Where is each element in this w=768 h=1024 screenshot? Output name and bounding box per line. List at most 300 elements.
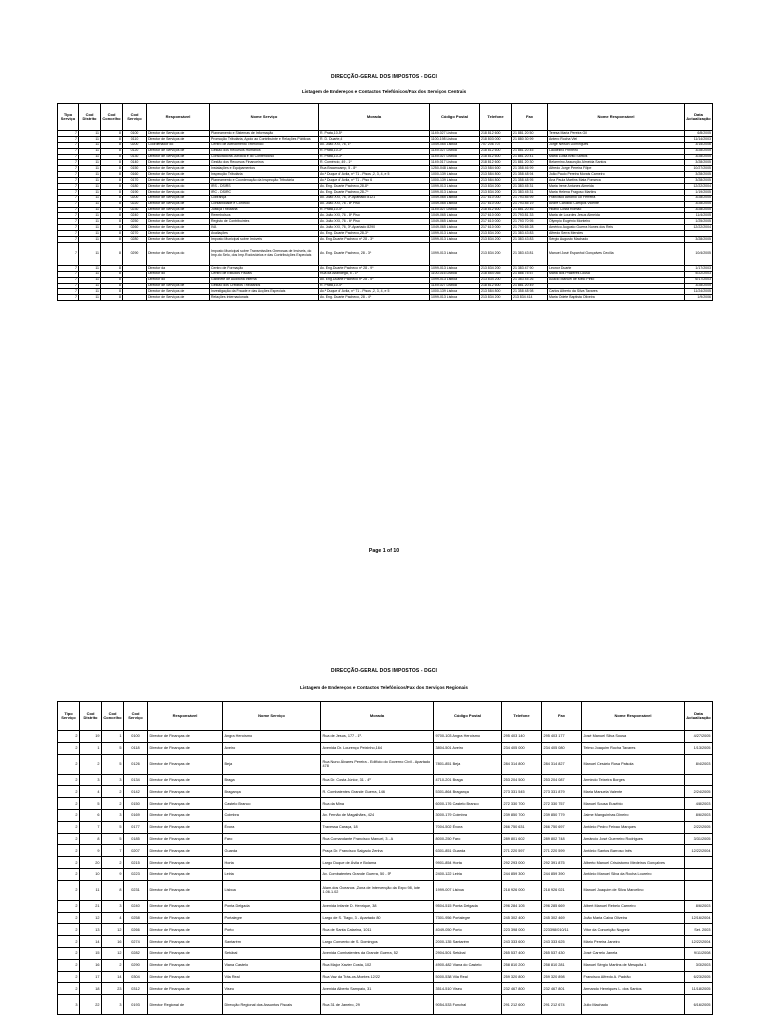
- cell-responsavel: Director de Finanças de: [148, 868, 223, 880]
- cell-data-actualizacao: 1/17/2003: [685, 265, 713, 271]
- cell-cod-distrito: 11: [79, 265, 101, 271]
- listing-subtitle: Listagem de Endereços e Contactos Telefónicos/Fax dos Serviços Regionais: [300, 685, 468, 690]
- cell-cod-servico: 0110: [123, 136, 147, 142]
- cell-telefone: 213 834 200: [480, 184, 512, 190]
- table-row: [58, 731, 713, 743]
- cell-cod-servico: 0207: [124, 845, 148, 857]
- cell-cod-servico: 0223: [124, 868, 148, 880]
- cell-nome-servico: Faro: [223, 833, 321, 845]
- cell-fax: 21 793 85 99: [512, 195, 548, 201]
- cell-telefone: 218 812 600: [480, 283, 512, 289]
- cell-responsavel: Coordenador do: [147, 142, 210, 148]
- cell-codigo-postal: 6000-176 Castelo Branco: [434, 798, 502, 810]
- cell-cod-servico: 0177: [124, 821, 148, 833]
- table-row: [58, 809, 713, 821]
- cell-cod-distrito: 14: [80, 936, 102, 948]
- cell-data-actualizacao: 3/28/2005: [685, 237, 713, 243]
- cell-nome-servico: Centro de Estudos Fiscais: [210, 271, 319, 277]
- cell-morada: Av. Fernão de Magalhães, 424: [321, 809, 434, 821]
- cell-codigo-postal: 4049-050 Porto: [434, 924, 502, 936]
- cell-cod-concelho: 8: [101, 219, 123, 225]
- column-header-data-actualizacao: Data Actualização: [685, 104, 713, 131]
- cell-responsavel: Director de Finanças de: [148, 924, 223, 936]
- cell-tipo-servico: 2: [58, 959, 80, 971]
- cell-nome-servico: Instalações e Equipamentos: [210, 166, 319, 172]
- cell-cod-distrito: 11: [79, 237, 101, 243]
- cell-nome-servico: Relações Internacionais: [210, 295, 319, 301]
- cell-data-actualizacao: 3/31/2005: [685, 833, 713, 845]
- table-row: [58, 912, 713, 924]
- cell-telefone: 217 610 000: [480, 195, 512, 201]
- cell-codigo-postal: 1099-013 Lisboa: [430, 184, 480, 190]
- cell-cod-servico: 0312: [124, 983, 148, 995]
- cell-data-actualizacao: 12/22/2004: [685, 936, 713, 948]
- cell-codigo-postal: 1000-139 Lisboa: [430, 178, 480, 184]
- cell-morada: Av. Eng.Duarte Pacheco nº 28 - 5º: [319, 277, 430, 283]
- cell-nome-responsavel: Laudelino Pinheiro: [548, 148, 685, 154]
- cell-responsavel: Director de Serviços de: [147, 172, 210, 178]
- cell-tipo-servico: 7: [58, 189, 79, 195]
- cell-cod-servico: 0270: [123, 231, 147, 237]
- cell-codigo-postal: 1049-065 Lisboa: [430, 219, 480, 225]
- cell-cod-concelho: 8: [101, 271, 123, 277]
- cell-nome-servico: Castelo Branco: [223, 798, 321, 810]
- cell-tipo-servico: 7: [58, 219, 79, 225]
- cell-responsavel: Director de Serviços de: [147, 148, 210, 154]
- cell-nome-servico: Centro de Formação: [210, 265, 319, 271]
- cell-codigo-postal: 3000-179 Coimbra: [434, 809, 502, 821]
- cell-fax: 234 405 080: [542, 742, 582, 754]
- cell-data-actualizacao: 9/11/2008: [685, 947, 713, 959]
- cell-morada: Av.ª Duque d' Avila, nº 71 - Pisos ,2, 3, 4, e 5: [319, 172, 430, 178]
- cell-tipo-servico: 7: [58, 178, 79, 184]
- cell-telefone: 213 584 800: [480, 178, 512, 184]
- cell-cod-servico: 0304: [124, 971, 148, 983]
- cell-nome-responsavel: Telmo Joaquim Rocha Tavares: [582, 742, 685, 754]
- cell-telefone: 707 206 707: [480, 142, 512, 148]
- table-row: [58, 936, 713, 948]
- cell-cod-concelho: 8: [101, 142, 123, 148]
- cell-telefone: 213 584 800: [480, 172, 512, 178]
- cell-nome-responsavel: Armando Henriques L. dos Santos: [582, 983, 685, 995]
- cell-cod-concelho: 4: [102, 912, 124, 924]
- cell-tipo-servico: 2: [58, 857, 80, 869]
- cell-data-actualizacao: 11/24/2005: [685, 289, 713, 295]
- cell-morada: R. Prata,10-3º: [319, 148, 430, 154]
- cell-cod-distrito: 11: [79, 242, 101, 265]
- cell-morada: Av. Eng. Duarte Pacheco,28-8º: [319, 184, 430, 190]
- cell-fax: 245 302 469: [542, 912, 582, 924]
- cell-nome-responsavel: Manuel Joaquim de Silva Marcelino: [582, 880, 685, 900]
- cell-responsavel: Director de Serviços de: [147, 289, 210, 295]
- cell-cod-servico: 0215: [124, 857, 148, 869]
- cell-responsavel: Director de Serviços de: [147, 160, 210, 166]
- cell-nome-responsavel: Alfredo Jorge Pereira Filipe: [548, 166, 685, 172]
- cell-fax: 21 881 20 45: [512, 148, 548, 154]
- cell-codigo-postal: 1099-013 Lisboa: [430, 295, 480, 301]
- cell-cod-servico: 0134: [124, 774, 148, 786]
- cell-morada: Rua Nuno Álvares Pereira - Edifício do Governo Civil - Apartado 478: [321, 754, 434, 774]
- cell-nome-responsavel: Francisco Alfredo A. Padrão: [582, 971, 685, 983]
- cell-fax: 266 750 697: [542, 821, 582, 833]
- cell-morada: Av. Eng. Duarte Pacheco,28-3º: [319, 231, 430, 237]
- cell-responsavel: Director de Finanças de: [148, 742, 223, 754]
- cell-cod-distrito: 7: [80, 821, 102, 833]
- cell-morada: Rua da Alfândega, 5 - 1º: [319, 271, 430, 277]
- cell-cod-distrito: 11: [79, 178, 101, 184]
- cell-morada: R. Prata,10-4º: [319, 207, 430, 213]
- cell-tipo-servico: 2: [58, 947, 80, 959]
- cell-cod-concelho: 2: [102, 798, 124, 810]
- cell-cod-servico: 0185: [124, 833, 148, 845]
- cell-data-actualizacao: 11/14/2003: [685, 136, 713, 142]
- cell-nome-responsavel: João Maria Caixa Oliveira: [582, 912, 685, 924]
- cell-responsavel: Director de Finanças de: [148, 833, 223, 845]
- cell-data-actualizacao: 3/28/2005: [685, 154, 713, 160]
- cell-data-actualizacao: 11/4/2005: [685, 213, 713, 219]
- cell-morada: Av. Eng.Duarte Pacheco nº 28 - 3º: [319, 237, 430, 243]
- cell-fax: 265 537 430: [542, 947, 582, 959]
- cell-cod-distrito: 11: [79, 148, 101, 154]
- cell-morada: Av. Eng. Duarte Pacheco, 28 - 3º: [319, 242, 430, 265]
- cell-telefone: 289 801 602: [502, 833, 542, 845]
- cell-cod-servico: 0142: [124, 786, 148, 798]
- cell-cod-concelho: 5: [102, 833, 124, 845]
- cell-responsavel: Director de Serviços do: [147, 189, 210, 195]
- cell-fax: 213 834 414: [512, 295, 548, 301]
- cell-morada: Avenida Alberto Sampaio, 31: [321, 983, 434, 995]
- cell-nome-responsavel: Maria Luísa Brito Santos: [548, 154, 685, 160]
- cell-fax: 21 358 46 99: [512, 166, 548, 172]
- cell-data-actualizacao: 6/23/2005: [685, 971, 713, 983]
- cell-nome-servico: Gestão dos Créditos Tributários: [210, 283, 319, 289]
- cell-fax: 21 793 81 33: [512, 213, 548, 219]
- cell-telefone: 217 610 000: [480, 225, 512, 231]
- cell-nome-responsavel: Mário Pereira Janeiro: [582, 936, 685, 948]
- cell-cod-distrito: 11: [79, 184, 101, 190]
- cell-telefone: 217 610 000: [480, 201, 512, 207]
- cell-nome-responsavel: José Carrelo Janela: [582, 947, 685, 959]
- cell-codigo-postal: 9054-533 Funchal: [434, 995, 502, 1015]
- cell-data-actualizacao: 3/28/2005: [685, 207, 713, 213]
- cell-morada: R. Prata,10-4º: [319, 283, 430, 289]
- table-row: [58, 995, 713, 1015]
- cell-fax: 21 358 48 94: [512, 172, 548, 178]
- cell-telefone: 273 331 545: [502, 786, 542, 798]
- table-header-row: [58, 104, 713, 131]
- column-header-telefone: Telefone: [480, 104, 512, 131]
- cell-data-actualizacao: 11/18/2005: [685, 983, 713, 995]
- cell-codigo-postal: 1099-013 Lisboa: [430, 242, 480, 265]
- cell-data-actualizacao: 3/28/2005: [685, 148, 713, 154]
- cell-fax: 258 810 281: [542, 959, 582, 971]
- cell-telefone: 243 333 600: [502, 936, 542, 948]
- cell-fax: 243 333 625: [542, 936, 582, 948]
- cell-codigo-postal: 1049-065 Lisboa: [430, 195, 480, 201]
- cell-cod-distrito: 11: [79, 271, 101, 277]
- cell-nome-responsavel: Maria Manuela Valente: [582, 786, 685, 798]
- cell-telefone: 213 834 200: [480, 237, 512, 243]
- cell-nome-responsavel: Julio Machado: [582, 995, 685, 1015]
- cell-telefone: 218 812 600: [480, 207, 512, 213]
- cell-cod-distrito: 11: [79, 201, 101, 207]
- cell-cod-concelho: 8: [101, 295, 123, 301]
- cell-data-actualizacao: [685, 774, 713, 786]
- column-header-morada: Morada: [321, 702, 434, 731]
- cell-cod-distrito: 16: [80, 959, 102, 971]
- cell-responsavel: Director de Serviços de: [147, 131, 210, 137]
- cell-data-actualizacao: 2/24/2005: [685, 786, 713, 798]
- cell-cod-servico: 0282: [124, 947, 148, 959]
- cell-tipo-servico: 7: [58, 207, 79, 213]
- cell-cod-distrito: 11: [79, 136, 101, 142]
- cell-cod-distrito: 11: [79, 283, 101, 289]
- cell-responsavel: Director de Serviços de: [147, 166, 210, 172]
- cell-telefone: 253 204 500: [502, 774, 542, 786]
- cell-morada: Rua Major Xavier Costa, 102: [321, 959, 434, 971]
- cell-cod-servico: 0193: [124, 995, 148, 1015]
- cell-telefone: 245 302 400: [502, 912, 542, 924]
- cell-tipo-servico: 7: [58, 213, 79, 219]
- cell-morada: Av. João XXI, 76 - 6º Piso: [319, 219, 430, 225]
- cell-nome-responsavel: Albert Manuel Rebelo Carneiro: [582, 900, 685, 912]
- regional-services-table: [57, 701, 713, 1015]
- cell-morada: R. Prata,10-3º: [319, 154, 430, 160]
- cell-tipo-servico: 7: [58, 295, 79, 301]
- cell-cod-distrito: 13: [80, 924, 102, 936]
- cell-responsavel: Director de Finanças de: [148, 754, 223, 774]
- cell-cod-distrito: 10: [80, 868, 102, 880]
- cell-codigo-postal: 9901-854 Horta: [434, 857, 502, 869]
- cell-cod-concelho: 14: [102, 971, 124, 983]
- cell-telefone: 234 405 000: [502, 742, 542, 754]
- cell-cod-concelho: 8: [101, 160, 123, 166]
- cell-nome-responsavel: Maria Irene Antunes Almeida: [548, 184, 685, 190]
- table-row: [58, 242, 713, 265]
- cell-tipo-servico: 7: [58, 277, 79, 283]
- cell-cod-distrito: 11: [79, 225, 101, 231]
- cell-fax: 21 886 75 57: [512, 271, 548, 277]
- cell-telefone: 271 220 597: [502, 845, 542, 857]
- cell-data-actualizacao: 2/22/2005: [685, 821, 713, 833]
- cell-cod-concelho: 3: [102, 995, 124, 1015]
- cell-cod-servico: 0150: [124, 798, 148, 810]
- cell-cod-servico: 0126: [124, 754, 148, 774]
- cell-cod-concelho: 8: [101, 178, 123, 184]
- cell-codigo-postal: 4710-201 Braga: [434, 774, 502, 786]
- cell-data-actualizacao: 10/27/2005: [685, 166, 713, 172]
- cell-cod-concelho: 8: [101, 184, 123, 190]
- cell-morada: Av.ª Duque d' Avila, nº 71 - Piso 6: [319, 178, 430, 184]
- cell-responsavel: Director de Serviços de: [147, 295, 210, 301]
- cell-codigo-postal: 1099-013 Lisboa: [430, 277, 480, 283]
- table-row: [58, 754, 713, 774]
- cell-nome-servico: Promoção Tributária, Apoio ao Contribuinte e Relações Públicas: [210, 136, 319, 142]
- cell-responsavel: Director de Serviços de: [147, 237, 210, 243]
- cell-morada: Largo de S. Tiago, 3 - Apartado 80: [321, 912, 434, 924]
- cell-morada: Av. Combatentes Grande Guerra, 50 - 5º: [321, 868, 434, 880]
- cell-telefone: 223 398 000: [502, 924, 542, 936]
- cell-responsavel: Director de Serviços de: [147, 136, 210, 142]
- cell-data-actualizacao: 1/25/2005: [685, 219, 713, 225]
- cell-tipo-servico: 7: [58, 289, 79, 295]
- cell-nome-servico: IRC - DSIRC: [210, 189, 319, 195]
- cell-cod-servico: 0150: [123, 166, 147, 172]
- cell-nome-responsavel: Acácio Manuel de Melo Pinto: [548, 277, 685, 283]
- cell-codigo-postal: 9700-103 Angra Heroísmo: [434, 731, 502, 743]
- cell-cod-concelho: 8: [102, 880, 124, 900]
- cell-nome-responsavel: Hilário Costa Romão: [548, 207, 685, 213]
- cell-cod-servico: 0240: [124, 900, 148, 912]
- cell-nome-servico: Gestão dos Recursos Humanos: [210, 148, 319, 154]
- cell-codigo-postal: 1000-139 Lisboa: [430, 289, 480, 295]
- column-header-codigo-postal: Código Postal: [434, 702, 502, 731]
- cell-fax: 21 881 20 46: [512, 207, 548, 213]
- cell-nome-responsavel: Vitor da Conceição Nogreiz: [582, 924, 685, 936]
- cell-cod-servico: 0280: [123, 237, 147, 243]
- cell-responsavel: Director de Finanças de: [148, 798, 223, 810]
- cell-responsavel: Director do: [147, 271, 210, 277]
- cell-morada: Rua de Jesus, 177 - 1º.: [321, 731, 434, 743]
- cell-data-actualizacao: 1/9/2006: [685, 295, 713, 301]
- cell-tipo-servico: 2: [58, 731, 80, 743]
- cell-fax: 223398/010/11: [542, 924, 582, 936]
- cell-nome-servico: Reembolsos: [210, 213, 319, 219]
- cell-cod-distrito: 3: [80, 774, 102, 786]
- column-header-responsavel: Responsável: [148, 702, 223, 731]
- cell-nome-servico: Lisboa: [223, 880, 321, 900]
- cell-nome-servico: Direcção Regional dos Assuntos Fiscais: [223, 995, 321, 1015]
- column-header-data-actualizacao: Data Actualização: [685, 702, 713, 731]
- cell-morada: Alam.dos Oceanos ,Zona de Intervenção da Expo 98, lote 1.06.1.02: [321, 880, 434, 900]
- cell-morada: R. Combatentes Grande Guerra, 146: [321, 786, 434, 798]
- cell-cod-distrito: 5: [80, 798, 102, 810]
- cell-cod-concelho: 2: [102, 959, 124, 971]
- cell-codigo-postal: 7301-956 Portalegre: [434, 912, 502, 924]
- cell-cod-distrito: 11: [79, 154, 101, 160]
- cell-cod-distrito: 11: [79, 207, 101, 213]
- cell-fax: 291 212 674: [542, 995, 582, 1015]
- cell-tipo-servico: 2: [58, 833, 80, 845]
- cell-responsavel: Director Regional de: [148, 995, 223, 1015]
- cell-responsavel: Director de Finanças de: [148, 731, 223, 743]
- cell-cod-distrito: 20: [80, 857, 102, 869]
- cell-codigo-postal: 1149-027 Lisboa: [430, 148, 480, 154]
- cell-nome-servico: Aveiro: [223, 742, 321, 754]
- cell-tipo-servico: 7: [58, 201, 79, 207]
- cell-tipo-servico: 7: [58, 237, 79, 243]
- cell-cod-concelho: 8: [101, 166, 123, 172]
- cell-cod-distrito: 11: [80, 880, 102, 900]
- cell-responsavel: Director de Finanças de: [148, 900, 223, 912]
- cell-cod-distrito: 8: [80, 833, 102, 845]
- cell-responsavel: Director de Serviços de: [147, 201, 210, 207]
- cell-morada: R. Comércio, 49 - 1º: [319, 160, 430, 166]
- cell-data-actualizacao: 10/4/2005: [685, 242, 713, 265]
- table-row: [58, 857, 713, 869]
- page-number: Page 1 of 10: [368, 548, 400, 554]
- cell-tipo-servico: 2: [58, 971, 80, 983]
- cell-fax: 21 383 47 90: [512, 265, 548, 271]
- cell-data-actualizacao: 3/28/2005: [685, 283, 713, 289]
- column-header-tipo-servico: Tipo Serviço: [58, 104, 79, 131]
- cell-fax: 289 802 748: [542, 833, 582, 845]
- cell-cod-concelho: 9: [102, 868, 124, 880]
- cell-responsavel: Director de Finanças de: [148, 912, 223, 924]
- cell-fax: 244 859 390: [542, 868, 582, 880]
- cell-nome-servico: Justiça Tributária: [210, 207, 319, 213]
- cell-morada: Rua da Mina: [321, 798, 434, 810]
- cell-cod-concelho: 8: [101, 289, 123, 295]
- cell-fax: 292 391 875: [542, 857, 582, 869]
- cell-cod-distrito: 19: [80, 731, 102, 743]
- cell-nome-servico: Viana Castelo: [223, 959, 321, 971]
- cell-nome-responsavel: João Paulo Pereira Morais Carneiro: [548, 172, 685, 178]
- cell-cod-concelho: 8: [101, 136, 123, 142]
- table-row: [58, 798, 713, 810]
- cell-telefone: 218 854 065: [480, 271, 512, 277]
- cell-cod-concelho: 1: [102, 731, 124, 743]
- cell-telefone: 218 803 000: [480, 136, 512, 142]
- cell-tipo-servico: 2: [58, 786, 80, 798]
- cell-responsavel: Director de Finanças de: [148, 983, 223, 995]
- cell-cod-servico: 0169: [124, 809, 148, 821]
- cell-nome-responsavel: Manuel Sousa Eusébio: [582, 798, 685, 810]
- cell-nome-responsavel: Maria Helena Fragoso Martins: [548, 189, 685, 195]
- cell-fax: 21 383 43 83: [512, 237, 548, 243]
- cell-cod-distrito: 11: [79, 189, 101, 195]
- table-row: [58, 971, 713, 983]
- cell-nome-servico: Avaliações: [210, 231, 319, 237]
- cell-tipo-servico: 7: [58, 154, 79, 160]
- cell-fax: 21 881 20 49: [512, 283, 548, 289]
- cell-tipo-servico: 2: [58, 868, 80, 880]
- cell-codigo-postal: 1250-048 Lisboa: [430, 166, 480, 172]
- cell-fax: 295 403 177: [542, 731, 582, 743]
- cell-nome-responsavel: Amâncio José Guerreiro Rodrigues: [582, 833, 685, 845]
- cell-telefone: 213 834 200: [480, 242, 512, 265]
- column-header-cod-servico: Cod Serviço: [124, 702, 148, 731]
- cell-cod-servico: 0130: [123, 154, 147, 160]
- cell-codigo-postal: 2904-501 Setúbal: [434, 947, 502, 959]
- cell-telefone: 244 859 300: [502, 868, 542, 880]
- column-header-nome-servico: Nome Serviço: [223, 702, 321, 731]
- cell-morada: Av. Eng.Duarte Pacheco nº 28 - 9º: [319, 265, 430, 271]
- cell-data-actualizacao: 8/6/2003: [685, 900, 713, 912]
- cell-responsavel: Director de Serviços de: [147, 207, 210, 213]
- cell-responsavel: Director de Serviços de: [147, 219, 210, 225]
- cell-codigo-postal: 2400-122 Leiria: [434, 868, 502, 880]
- cell-responsavel: Director de Serviços do: [147, 184, 210, 190]
- table-row: [58, 774, 713, 786]
- cell-codigo-postal: 1149-017 Lisboa: [430, 160, 480, 166]
- cell-cod-servico: 0170: [123, 178, 147, 184]
- table-row: [58, 900, 713, 912]
- cell-morada: Av. João XXI, 76, 1º: [319, 142, 430, 148]
- cell-nome-responsavel: Alfredo Serra Mendes: [548, 231, 685, 237]
- cell-nome-servico: Horta: [223, 857, 321, 869]
- cell-codigo-postal: 7004-502 Évora: [434, 821, 502, 833]
- cell-telefone: 265 537 400: [502, 947, 542, 959]
- table-row: [58, 959, 713, 971]
- cell-nome-servico: Inspecção Tributária: [210, 172, 319, 178]
- cell-nome-responsavel: Ana Paula Martins Mata Fonseca: [548, 178, 685, 184]
- cell-tipo-servico: 7: [58, 225, 79, 231]
- cell-morada: Rua Dr. Costa Júnior, 31 - 4º: [321, 774, 434, 786]
- cell-morada: R. D. Duarte,4: [319, 136, 430, 142]
- cell-tipo-servico: 2: [58, 900, 80, 912]
- cell-cod-concelho: 8: [101, 225, 123, 231]
